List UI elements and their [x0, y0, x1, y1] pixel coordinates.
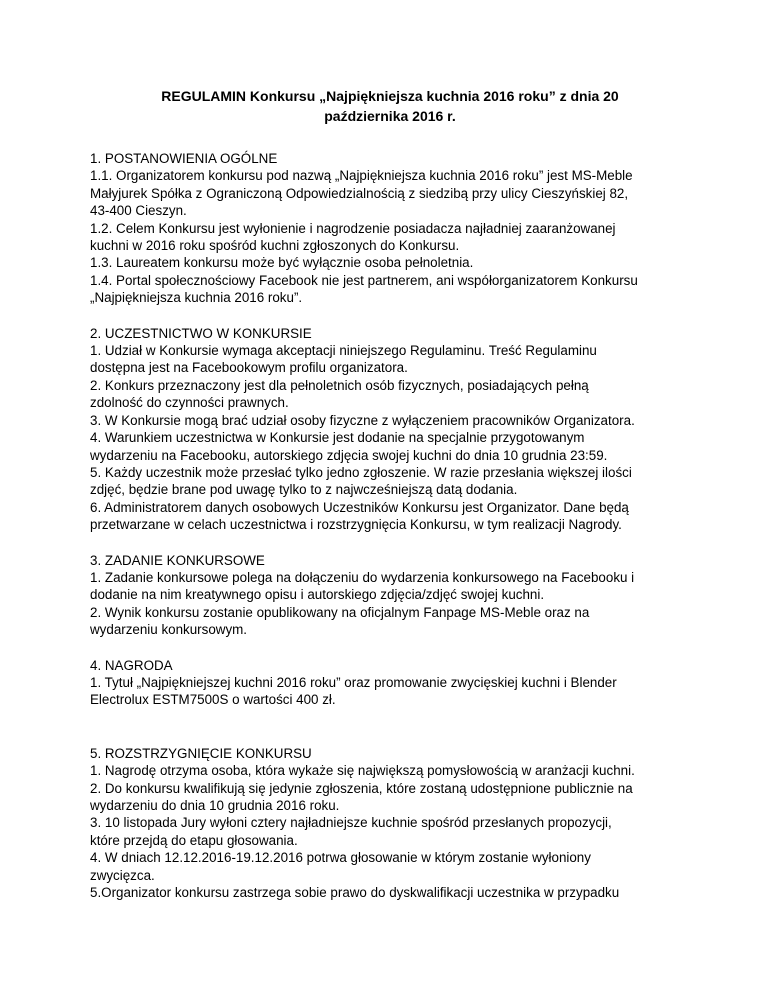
paragraph-line: przetwarzane w celach uczestnictwa i rozstrzygnięcia Konkursu, w tym realizacji Nagrody.: [90, 517, 622, 533]
paragraph-line: 1. Zadanie konkursowe polega na dołączeniu do wydarzenia konkursowego na Facebooku i: [90, 569, 635, 585]
section-heading: 4. NAGRODA: [90, 657, 173, 673]
paragraph-line: 2. Wynik konkursu zostanie opublikowany na oficjalnym Fanpage MS-Meble oraz na: [90, 604, 590, 620]
paragraph-line: 6. Administratorem danych osobowych Uczestników Konkursu jest Organizator. Dane będą: [90, 499, 629, 515]
paragraph-line: 1. Nagrodę otrzyma osoba, która wykaże się największą pomysłowością w aranżacji kuchni.: [90, 763, 635, 779]
paragraph-line: 4. Warunkiem uczestnictwa w Konkursie jest dodanie na specjalnie przygotowanym: [90, 430, 585, 446]
section-heading: 2. UCZESTNICTWO W KONKURSIE: [90, 325, 312, 341]
paragraph-line: które przejdą do etapu głosowania.: [90, 832, 298, 848]
paragraph-line: zdjęć, będzie brane pod uwagę tylko to z najwcześniejszą datą dodania.: [90, 482, 518, 498]
paragraph-line: wydarzeniu konkursowym.: [90, 622, 248, 638]
paragraph-line: 5.Organizator konkursu zastrzega sobie prawo do dyskwalifikacji uczestnika w przypadku: [90, 885, 620, 901]
paragraph-line: 2. Konkurs przeznaczony jest dla pełnoletnich osób fizycznych, posiadających pełną: [90, 377, 589, 393]
paragraph-line: 1.3. Laureatem konkursu może być wyłącznie osoba pełnoletnia.: [90, 255, 474, 271]
title-line: REGULAMIN Konkursu „Najpiękniejsza kuchnia 2016 roku” z dnia 20: [161, 88, 619, 104]
paragraph-line: Electrolux ESTM7500S o wartości 400 zł.: [90, 692, 336, 708]
section-participation: [90, 325, 690, 534]
paragraph-line: dodanie na nim kreatywnego opisu i autorskiego zdjęcia/zdjęć swojej kuchni.: [90, 587, 545, 603]
paragraph-line: 1. Tytuł „Najpiękniejszej kuchni 2016 roku” oraz promowanie zwycięskiej kuchni i Blender: [90, 674, 617, 690]
section-contest-resolution: [90, 745, 690, 902]
document-title: [90, 86, 690, 126]
paragraph-line: wydarzeniu do dnia 10 grudnia 2016 roku.: [90, 798, 340, 813]
paragraph-line: 1.1. Organizatorem konkursu pod nazwą „Najpiękniejsza kuchnia 2016 roku” jest MS-Meble: [90, 168, 633, 184]
document-page: [90, 86, 690, 919]
section-heading: 3. ZADANIE KONKURSOWE: [90, 552, 265, 568]
paragraph-line: wydarzeniu na Facebooku, autorskiego zdjęcia swojej kuchni do dnia 10 grudnia 23:59.: [90, 447, 608, 463]
paragraph-line: 5. Każdy uczestnik może przesłać tylko jedno zgłoszenie. W razie przesłania większej ilości: [90, 464, 632, 480]
section-general-provisions: [90, 150, 690, 307]
paragraph-line: dostępna jest na Facebookowym profilu organizatora.: [90, 360, 408, 376]
paragraph-line: 1.2. Celem Konkursu jest wyłonienie i nagrodzenie posiadacza najładniej zaaranżowanej: [90, 220, 616, 236]
paragraph-line: zdolność do czynności prawnych.: [90, 395, 289, 411]
paragraph-line: 2. Do konkursu kwalifikują się jedynie zgłoszenia, które zostaną udostępnione publicznie na: [90, 780, 633, 796]
paragraph-line: „Najpiękniejsza kuchnia 2016 roku”.: [90, 290, 303, 306]
paragraph-line: 1. Udział w Konkursie wymaga akceptacji niniejszego Regulaminu. Treść Regulaminu: [90, 343, 597, 359]
paragraph-line: 43-400 Cieszyn.: [90, 203, 187, 219]
paragraph-line: zwycięzca.: [90, 867, 155, 883]
title-line: października 2016 r.: [324, 108, 456, 124]
paragraph-line: 1.4. Portal społecznościowy Facebook nie jest partnerem, ani współorganizatorem Konkursu: [90, 272, 638, 288]
section-prize: [90, 657, 690, 709]
paragraph-line: Małyjurek Spółka z Ograniczoną Odpowiedzialnością z siedzibą przy ulicy Cieszyńskiej 82,: [90, 185, 629, 201]
paragraph-line: 3. 10 listopada Jury wyłoni cztery najładniejsze kuchnie spośród przesłanych propozycji,: [90, 815, 612, 831]
section-heading: 5. ROZSTRZYGNIĘCIE KONKURSU: [90, 745, 312, 761]
paragraph-line: 4. W dniach 12.12.2016-19.12.2016 potrwa głosowanie w którym zostanie wyłoniony: [90, 850, 591, 866]
paragraph-line: 3. W Konkursie mogą brać udział osoby fizyczne z wyłączeniem pracowników Organizatora.: [90, 412, 635, 428]
section-heading: 1. POSTANOWIENIA OGÓLNE: [90, 151, 278, 166]
section-contest-task: [90, 552, 690, 639]
paragraph-line: kuchni w 2016 roku spośród kuchni zgłoszonych do Konkursu.: [90, 238, 460, 254]
